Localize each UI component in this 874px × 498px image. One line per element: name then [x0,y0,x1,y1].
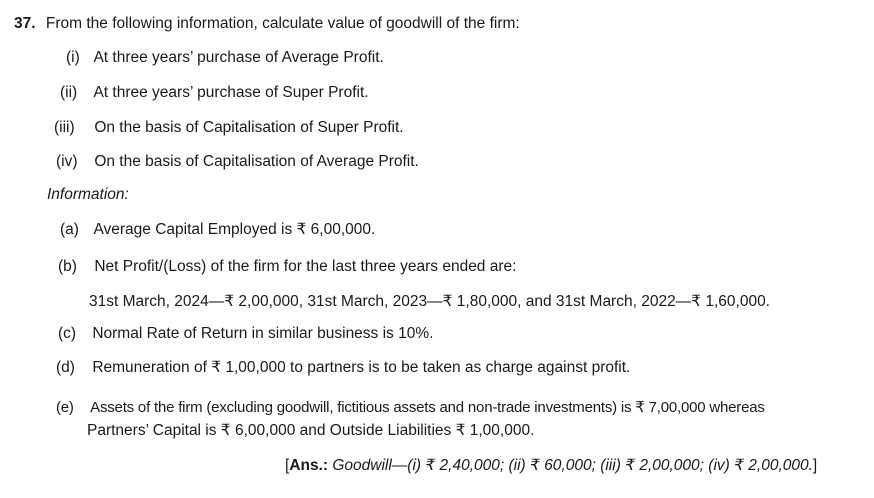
info-e [56,398,765,418]
part-text: On the basis of Capitalisation of Super Profit. [94,119,404,136]
info-label: (a) [60,221,79,238]
part-label: (iii) [54,119,75,136]
info-a [60,220,375,240]
info-text: 31st March, 2024—₹ 2,00,000, 31st March, 2023—₹ 1,80,000, and 31st March, 2022—₹ 1,60,000. [89,293,770,310]
answer-prefix: Ans.: [289,457,329,474]
question-text: From the following information, calculate value of goodwill of the firm: [45,15,520,32]
info-text: Remuneration of ₹ 1,00,000 to partners is to be taken as charge against profit. [92,359,631,376]
question-header [14,14,520,34]
information-heading: Information: [47,186,129,203]
question-number: 37. [14,15,36,32]
info-text: Partners’ Capital is ₹ 6,00,000 and Outside Liabilities ₹ 1,00,000. [87,422,535,439]
part-iv [56,152,419,172]
answer-text: Goodwill—(i) ₹ 2,40,000; (ii) ₹ 60,000; (iii) ₹ 2,00,000; (iv) ₹ 2,00,000. [328,457,813,474]
info-b-details [89,292,770,312]
part-i [66,48,384,68]
info-label: (d) [56,359,75,376]
info-d [56,358,630,378]
info-label: (e) [56,399,74,416]
part-iii [54,118,404,138]
info-text: Normal Rate of Return in similar business is 10%. [92,325,434,342]
answer-close-bracket: ] [812,457,818,474]
info-label: (c) [58,325,77,342]
info-text: Assets of the firm (excluding goodwill, fictitious assets and non-trade investments) is ₹ 7,00,000 whereas [90,399,765,416]
answer-open-bracket: [ [285,457,290,474]
info-text: Net Profit/(Loss) of the firm for the last three years ended are: [94,258,517,275]
part-label: (i) [66,49,80,66]
part-label: (ii) [60,84,78,101]
info-label: (b) [58,258,77,275]
part-text: At three years’ purchase of Average Profit. [93,49,384,66]
answer-line [285,456,817,476]
part-ii [60,83,369,103]
info-e-continued [87,421,534,441]
part-text: At three years’ purchase of Super Profit. [93,84,369,101]
info-text: Average Capital Employed is ₹ 6,00,000. [93,221,376,238]
part-label: (iv) [56,153,78,170]
info-c [58,324,433,344]
info-b [58,257,516,277]
part-text: On the basis of Capitalisation of Average Profit. [94,153,419,170]
